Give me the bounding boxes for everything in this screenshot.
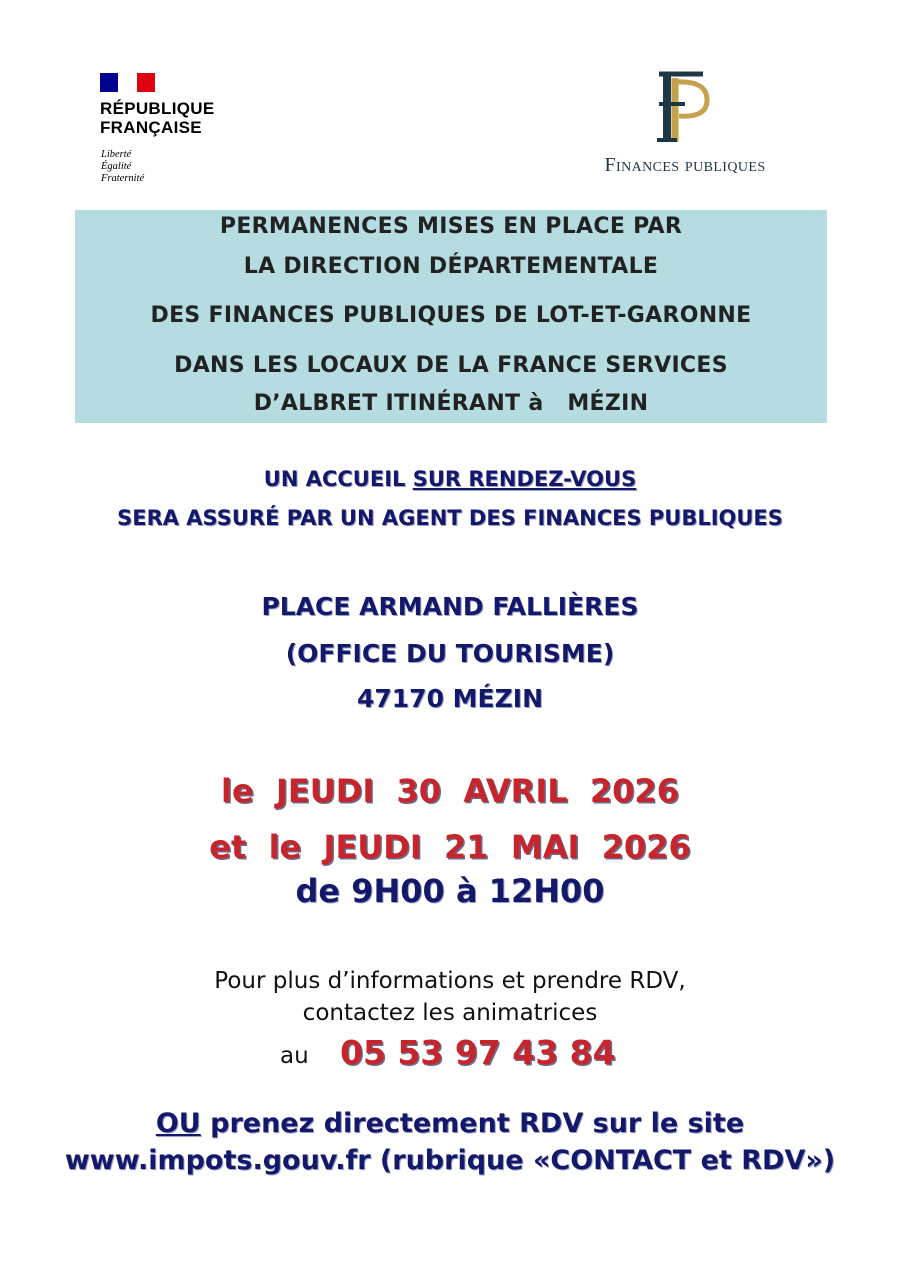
header-line-3: DES FINANCES PUBLIQUES DE LOT-ET-GARONNE xyxy=(150,303,752,328)
accueil-prefix: UN ACCUEIL xyxy=(263,467,406,491)
header-line-4: DANS LES LOCAUX DE LA FRANCE SERVICES xyxy=(174,353,728,378)
contact-au: au xyxy=(280,1043,309,1069)
finances-publiques-logo xyxy=(560,70,810,180)
header-box xyxy=(75,210,827,423)
republique-motto xyxy=(101,149,144,185)
motto-liberte: Liberté xyxy=(101,149,132,160)
online-line-1 xyxy=(0,1108,900,1139)
address-line-1: PLACE ARMAND FALLIÈRES xyxy=(261,592,639,621)
contact-line-2: contactez les animatrices xyxy=(302,1000,598,1026)
address-line-3: 47170 MÉZIN xyxy=(357,684,543,713)
rf-title-line2: FRANÇAISE xyxy=(100,118,202,137)
accueil-rendez-vous: SUR RENDEZ-VOUS xyxy=(412,467,637,491)
finances-publiques-name: Finances publiques xyxy=(604,154,766,176)
motto-fraternite: Fraternité xyxy=(101,173,145,184)
republique-francaise-logo xyxy=(100,73,260,193)
online-line-2: www.impots.gouv.fr (rubrique «CONTACT et RDV») xyxy=(64,1145,836,1176)
motto-egalite: Égalité xyxy=(101,161,132,172)
republique-francaise-title xyxy=(100,99,214,137)
online-ou: OU xyxy=(155,1108,201,1139)
accueil-line-1 xyxy=(0,467,900,491)
date-1: le JEUDI 30 AVRIL 2026 xyxy=(221,772,679,810)
header-line-1: PERMANENCES MISES EN PLACE PAR xyxy=(219,214,683,239)
online-line1-rest: prenez directement RDV sur le site xyxy=(200,1108,745,1139)
address-line-2: (OFFICE DU TOURISME) xyxy=(285,639,615,668)
date-2: et le JEUDI 21 MAI 2026 xyxy=(209,828,691,866)
fp-monogram-icon xyxy=(645,70,725,150)
header-line-2: LA DIRECTION DÉPARTEMENTALE xyxy=(243,254,659,279)
hours: de 9H00 à 12H00 xyxy=(295,872,605,910)
header-line-5: D’ALBRET ITINÉRANT à MÉZIN xyxy=(253,391,649,416)
contact-line-1: Pour plus d’informations et prendre RDV, xyxy=(214,968,686,994)
french-flag-icon xyxy=(100,73,155,92)
phone-number: 05 53 97 43 84 xyxy=(340,1033,616,1072)
accueil-line-2: SERA ASSURÉ PAR UN AGENT DES FINANCES PUBLIQUES xyxy=(117,506,783,530)
rf-title-line1: RÉPUBLIQUE xyxy=(100,99,215,118)
